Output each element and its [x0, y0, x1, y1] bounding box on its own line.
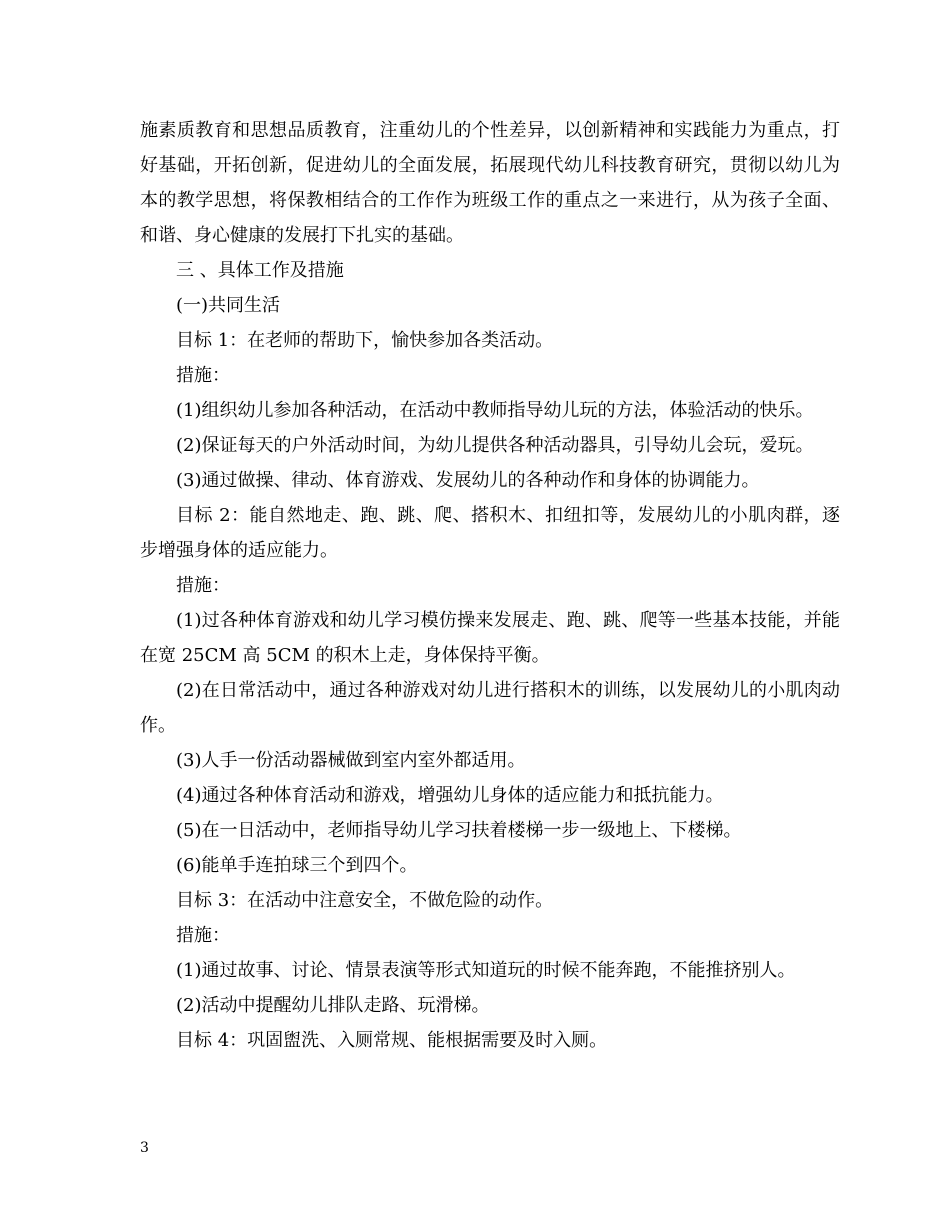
paragraph: (3)人手一份活动器械做到室内室外都适用。	[176, 750, 526, 771]
paragraph: (1)过各种体育游戏和幼儿学习模仿操来发展走、跑、跳、爬等一些基本技能，并能在宽 25CM 高 5CM 的积木上走，身体保持平衡。	[140, 610, 840, 666]
paragraph: (2)在日常活动中，通过各种游戏对幼儿进行搭积木的训练，以发展幼儿的小肌肉动作。	[140, 680, 840, 736]
paragraph: 措施：	[176, 365, 230, 386]
paragraph: (2)活动中提醒幼儿排队走路、玩滑梯。	[176, 995, 490, 1016]
paragraph: 施素质教育和思想品质教育，注重幼儿的个性差异，以创新精神和实践能力为重点，打好基础，开拓创新，促进幼儿的全面发展，拓展现代幼儿科技教育研究，贯彻以幼儿为本的教学思想，将保教相结合的工作作为班级工作的重点之一来进行，从为孩子全面、和谐、身心健康的发展打下扎实的基础。	[140, 120, 840, 246]
paragraph: (1)组织幼儿参加各种活动，在活动中教师指导幼儿玩的方法，体验活动的快乐。	[176, 400, 814, 421]
document-body	[140, 113, 840, 1058]
paragraph: (3)通过做操、律动、体育游戏、发展幼儿的各种动作和身体的协调能力。	[176, 470, 760, 491]
paragraph: (2)保证每天的户外活动时间，为幼儿提供各种活动器具，引导幼儿会玩，爱玩。	[176, 435, 814, 456]
paragraph: (1)通过故事、讨论、情景表演等形式知道玩的时候不能奔跑，不能推挤别人。	[176, 960, 796, 981]
paragraph: 目标 2：能自然地走、跑、跳、爬、搭积木、扣纽扣等，发展幼儿的小肌肉群，逐步增强身体的适应能力。	[140, 505, 840, 561]
paragraph: (5)在一日活动中，老师指导幼儿学习扶着楼梯一步一级地上、下楼梯。	[176, 820, 742, 841]
paragraph: (6)能单手连拍球三个到四个。	[176, 855, 418, 876]
paragraph: 三 、具体工作及措施	[176, 260, 344, 281]
paragraph: (4)通过各种体育活动和游戏，增强幼儿身体的适应能力和抵抗能力。	[176, 785, 724, 806]
paragraph: 措施：	[176, 575, 230, 596]
paragraph: 目标 1：在老师的帮助下，愉快参加各类活动。	[176, 330, 554, 351]
page-number: 3	[140, 1140, 149, 1156]
paragraph: 措施：	[176, 925, 230, 946]
paragraph: 目标 3：在活动中注意安全，不做危险的动作。	[176, 890, 554, 911]
paragraph: (一)共同生活	[176, 295, 281, 316]
paragraph: 目标 4：巩固盥洗、入厕常规、能根据需要及时入厕。	[176, 1030, 608, 1051]
